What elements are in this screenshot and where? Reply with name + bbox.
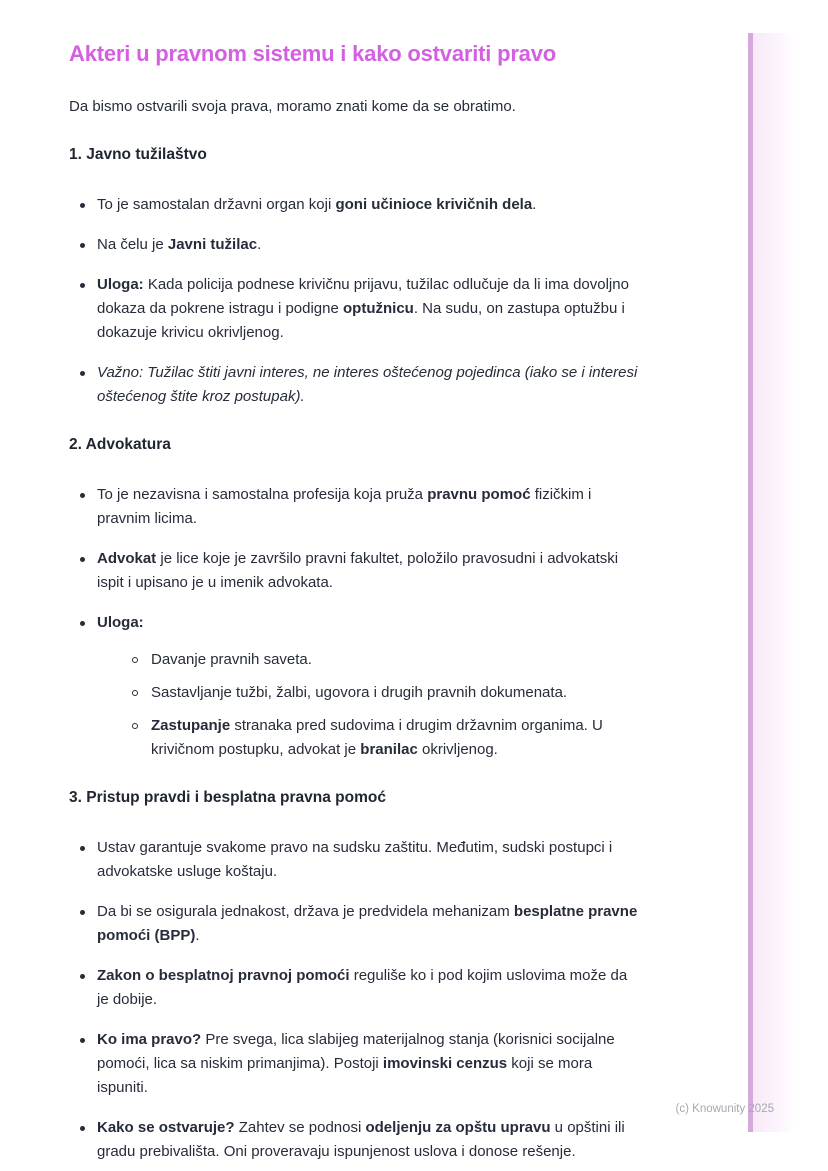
text-run: Ustav garantuje svakome pravo na sudsku zaštitu. Međutim, sudski postupci i advokatske usluge koštaju. (97, 839, 613, 880)
intro-paragraph: Da bismo ostvarili svoja prava, moramo znati kome da se obratimo. (69, 98, 516, 115)
text-run: okrivljenog. (417, 741, 498, 758)
section-heading: 3. Pristup pravdi i besplatna pravna pomoć (69, 789, 386, 806)
text-run: Pre svega, lica slabijeg materijalnog stanja (korisnici socijalne pomoći, lica sa niskim primanjima). Postoji (97, 1031, 615, 1072)
text-run: Da bi se osigurala jednakost, država je predvidela mehanizam (97, 903, 514, 920)
bold-text-run: Uloga: (97, 276, 144, 293)
text-run: Kada policija podnese krivičnu prijavu, tužilac odlučuje da li ima dovoljno dokaza da pokrene istragu i podigne (97, 276, 629, 317)
sub-list-item (123, 681, 642, 705)
text-run: Zahtev se podnosi (234, 1119, 366, 1136)
text-run: . Na sudu, on zastupa optužbu i dokazuje krivicu okrivljenog. (97, 300, 625, 341)
list-item (69, 900, 642, 948)
list-item (69, 836, 642, 884)
page-margin-band (748, 33, 794, 1132)
text-run: Važno: Tužilac štiti javni interes, ne interes oštećenog pojedinca (iako se i interesi oštećenog štite kroz postupak). (97, 364, 638, 405)
list-item (69, 193, 642, 217)
sub-list-item (123, 714, 642, 762)
bullet-list (69, 836, 645, 1164)
text-run: . (532, 196, 537, 213)
list-item (69, 1116, 642, 1164)
text-run: To je samostalan državni organ koji (97, 196, 336, 213)
text-run: To je nezavisna i samostalna profesija koja pruža (97, 486, 428, 503)
sub-list-item (123, 648, 642, 672)
text-run: . (195, 927, 200, 944)
bold-text-run: Ko ima pravo? (97, 1031, 202, 1048)
bold-text-run: Zastupanje (151, 717, 231, 734)
bold-text-run: Kako se ostvaruje? (97, 1119, 235, 1136)
list-item (69, 964, 642, 1012)
bold-text-run: optužnicu (343, 300, 414, 317)
bold-text-run: goni učinioce krivičnih dela (335, 196, 533, 213)
text-run: u opštini ili gradu prebivališta. Oni proveravaju ispunjenost uslova i donose rešenje. (97, 1119, 625, 1160)
text-run: Davanje pravnih saveta. (151, 651, 312, 668)
bold-text-run: pravnu pomoć (427, 486, 531, 503)
bold-text-run: Zakon o besplatnoj pravnoj pomoći (97, 967, 350, 984)
list-item (69, 1028, 642, 1100)
list-item (69, 547, 642, 595)
page-title: Akteri u pravnom sistemu i kako ostvariti pravo (69, 41, 556, 66)
bold-text-run: Uloga: (97, 614, 144, 631)
text-run: Na čelu je (97, 236, 168, 253)
bold-text-run: Advokat (97, 550, 157, 567)
bullet-list (69, 193, 645, 409)
sections-container (69, 145, 645, 1164)
sub-bullet-list (97, 648, 642, 762)
list-item (69, 233, 642, 257)
list-item (69, 273, 642, 345)
list-item (69, 361, 642, 409)
text-run: je lice koje je završilo pravni fakultet, položilo pravosudni i advokatski ispit i upisano je u imenik advokata. (97, 550, 619, 591)
bullet-list (69, 483, 645, 762)
list-item (69, 483, 642, 531)
section-heading: 2. Advokatura (69, 436, 171, 453)
bold-text-run: odeljenju za opštu upravu (365, 1119, 551, 1136)
copyright-note: (c) Knowunity 2025 (675, 1103, 774, 1115)
text-run: koji se mora ispuniti. (97, 1055, 593, 1096)
text-run: Sastavljanje tužbi, žalbi, ugovora i drugih pravnih dokumenata. (151, 684, 568, 701)
text-run: . (257, 236, 262, 253)
text-run: reguliše ko i pod kojim uslovima može da je dobije. (97, 967, 628, 1008)
section-heading: 1. Javno tužilaštvo (69, 146, 207, 163)
list-item (69, 611, 642, 762)
bold-text-run: branilac (360, 741, 418, 758)
text-run: fizičkim i pravnim licima. (97, 486, 592, 527)
text-run: stranaka pred sudovima i drugim državnim organima. U krivičnom postupku, advokat je (151, 717, 603, 758)
bold-text-run: besplatne pravne pomoći (BPP) (97, 903, 638, 944)
bold-text-run: Javni tužilac (167, 236, 258, 253)
bold-text-run: imovinski cenzus (382, 1055, 508, 1072)
